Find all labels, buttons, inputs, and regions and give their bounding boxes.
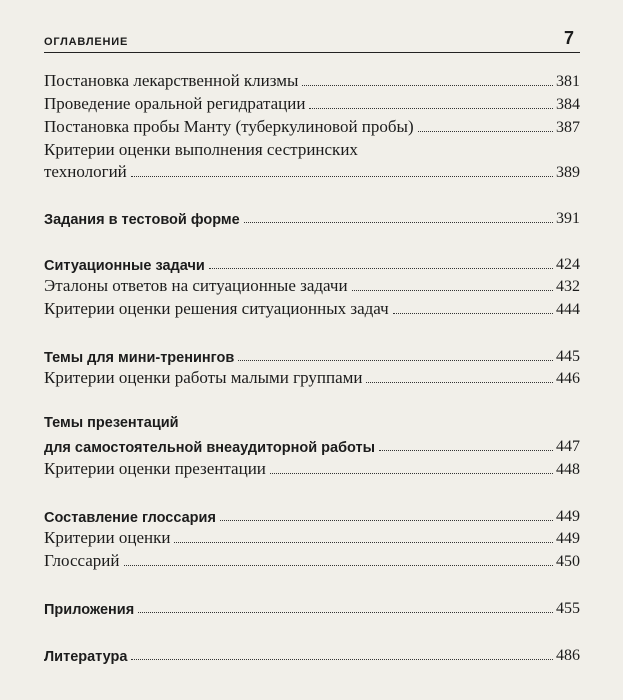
toc-entry-page: 389	[556, 164, 580, 181]
toc-entry-title: Критерии оценки работы малыми группами	[44, 368, 363, 387]
leader-dots	[352, 290, 553, 291]
toc-entry-title: технологий	[44, 162, 127, 181]
leader-dots	[138, 612, 553, 613]
toc-section-title: для самостоятельной внеаудиторной работы	[44, 440, 376, 456]
toc-entry-title: Критерии оценки презентации	[44, 459, 266, 478]
toc-section-presentations-line1[interactable]: Темы презентаций	[44, 415, 179, 431]
toc-entry-criteria-presentation[interactable]	[44, 457, 580, 479]
toc-entry-title: Постановка пробы Манту (туберкулиновой пробы)	[44, 117, 414, 136]
leader-dots	[124, 565, 554, 566]
toc-section-title: Литература	[44, 649, 128, 665]
leader-dots	[379, 450, 553, 451]
toc-section-glossary-making[interactable]	[44, 504, 580, 526]
leader-dots	[238, 360, 553, 361]
toc-section-literature[interactable]	[44, 643, 580, 665]
toc-entry-page: 387	[556, 119, 580, 136]
leader-dots	[270, 473, 553, 474]
toc-section-page: 445	[556, 348, 580, 365]
toc-entry-page: 381	[556, 73, 580, 90]
leader-dots	[366, 382, 553, 383]
toc-entry-regidratation[interactable]	[44, 92, 580, 114]
toc-section-title: Составление глоссария	[44, 510, 216, 526]
toc-section-page: 486	[556, 647, 580, 664]
toc-section-page: 391	[556, 210, 580, 227]
header-page-number: 7	[563, 28, 574, 48]
header-section-title: ОГЛАВЛЕНИЕ	[44, 36, 129, 48]
toc-section-title: Приложения	[44, 602, 135, 618]
toc-entry-criteria-situations[interactable]	[44, 297, 580, 319]
toc-entry-page: 449	[556, 530, 580, 547]
leader-dots	[244, 222, 553, 223]
leader-dots	[131, 659, 553, 660]
toc-entry-title: Глоссарий	[44, 551, 120, 570]
toc-entry-page: 448	[556, 461, 580, 478]
leader-dots	[174, 542, 553, 543]
toc-entry-answers[interactable]	[44, 274, 580, 296]
toc-section-page: 424	[556, 256, 580, 273]
toc-section-trainings[interactable]	[44, 344, 580, 366]
leader-dots	[209, 268, 553, 269]
toc-section-title: Задания в тестовой форме	[44, 212, 240, 228]
toc-section-page: 447	[556, 438, 580, 455]
toc-section-title: Ситуационные задачи	[44, 258, 205, 274]
toc-section-appendix[interactable]	[44, 596, 580, 618]
toc-entry-page: 444	[556, 301, 580, 318]
toc-entry-title: Критерии оценки	[44, 528, 171, 547]
leader-dots	[131, 176, 553, 177]
toc-entry-criteria-tech[interactable]	[44, 160, 580, 182]
leader-dots	[393, 313, 553, 314]
toc-entry-klizma[interactable]	[44, 69, 580, 91]
running-header	[44, 30, 580, 53]
toc-entry-criteria-tech-line1[interactable]: Критерии оценки выполнения сестринских	[44, 140, 358, 159]
toc-section-tests[interactable]	[44, 206, 580, 228]
toc-entry-glossary[interactable]	[44, 549, 580, 571]
toc-entry-title: Эталоны ответов на ситуационные задачи	[44, 276, 348, 295]
toc-entry-title: Критерии оценки решения ситуационных задач	[44, 299, 389, 318]
toc-entry-mantu[interactable]	[44, 115, 580, 137]
toc-section-page: 449	[556, 508, 580, 525]
toc-entry-page: 432	[556, 278, 580, 295]
leader-dots	[309, 108, 553, 109]
toc-entry-page: 450	[556, 553, 580, 570]
toc-section-presentations[interactable]	[44, 434, 580, 456]
leader-dots	[302, 85, 553, 86]
toc-entry-criteria[interactable]	[44, 526, 580, 548]
toc-entry-title: Проведение оральной регидратации	[44, 94, 306, 113]
toc-entry-title: Постановка лекарственной клизмы	[44, 71, 299, 90]
toc-section-page: 455	[556, 600, 580, 617]
toc-section-situations[interactable]	[44, 252, 580, 274]
leader-dots	[220, 520, 553, 521]
toc-entry-page: 384	[556, 96, 580, 113]
toc-entry-criteria-groups[interactable]	[44, 366, 580, 388]
leader-dots	[418, 131, 553, 132]
toc-entry-page: 446	[556, 370, 580, 387]
toc-section-title: Темы для мини-тренингов	[44, 350, 235, 366]
